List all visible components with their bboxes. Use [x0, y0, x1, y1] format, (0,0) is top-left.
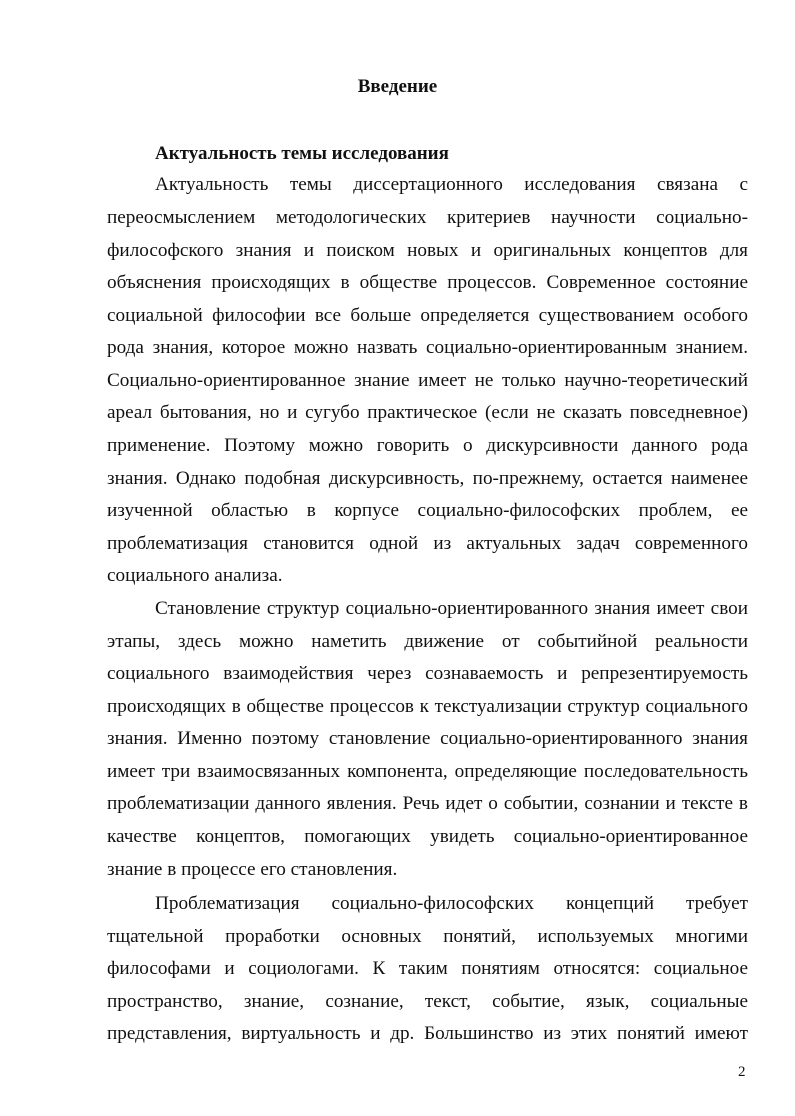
text-line: знание в процессе его становления.	[107, 859, 398, 880]
text-line: представления, виртуальность и др. Большинство из этих понятий имеют	[107, 1023, 748, 1044]
text-line: объяснения происходящих в обществе процессов. Современное состояние	[107, 272, 748, 293]
text-line: социального взаимодействия через сознаваемость и репрезентируемость	[107, 663, 748, 684]
text-line: имеет три взаимосвязанных компонента, определяющие последовательность	[107, 761, 748, 782]
text-line: Становление структур социально-ориентированного знания имеет свои	[155, 598, 748, 619]
text-line: философского знания и поиском новых и оригинальных концептов для	[107, 240, 748, 261]
text-line: пространство, знание, сознание, текст, событие, язык, социальные	[107, 991, 748, 1012]
text-line: Проблематизация социально-философских концепций требует	[155, 893, 748, 914]
text-line: социальной философии все больше определяется существованием особого	[107, 305, 748, 326]
text-line: этапы, здесь можно наметить движение от событийной реальности	[107, 631, 748, 652]
text-line: применение. Поэтому можно говорить о дискурсивности данного рода	[107, 435, 748, 456]
text-line: социального анализа.	[107, 565, 283, 586]
text-line: проблематизации данного явления. Речь идет о событии, сознании и тексте в	[107, 793, 748, 814]
page-number: 2	[738, 1064, 746, 1080]
text-line: тщательной проработки основных понятий, используемых многими	[107, 926, 748, 947]
text-line: философами и социологами. К таким понятиям относятся: социальное	[107, 958, 748, 979]
text-line: ареал бытования, но и сугубо практическое (если не сказать повседневное)	[107, 402, 748, 423]
text-line: рода знания, которое можно назвать социально-ориентированным знанием.	[107, 337, 748, 358]
page-title: Введение	[357, 76, 438, 97]
text-line: качестве концептов, помогающих увидеть социально-ориентированное	[107, 826, 748, 847]
text-line: проблематизация становится одной из актуальных задач современного	[107, 533, 748, 554]
text-line: знания. Однако подобная дискурсивность, по-прежнему, остается наименее	[107, 468, 748, 489]
text-line: происходящих в обществе процессов к текстуализации структур социального	[107, 696, 748, 717]
section-heading: Актуальность темы исследования	[155, 143, 449, 164]
text-line: знания. Именно поэтому становление социально-ориентированного знания	[107, 728, 748, 749]
text-line: переосмыслением методологических критериев научности социально-	[107, 207, 748, 228]
text-line: Актуальность темы диссертационного исследования связана с	[155, 174, 748, 195]
text-line: изученной областью в корпусе социально-философских проблем, ее	[107, 500, 748, 521]
text-line: Социально-ориентированное знание имеет не только научно-теоретический	[107, 370, 748, 391]
